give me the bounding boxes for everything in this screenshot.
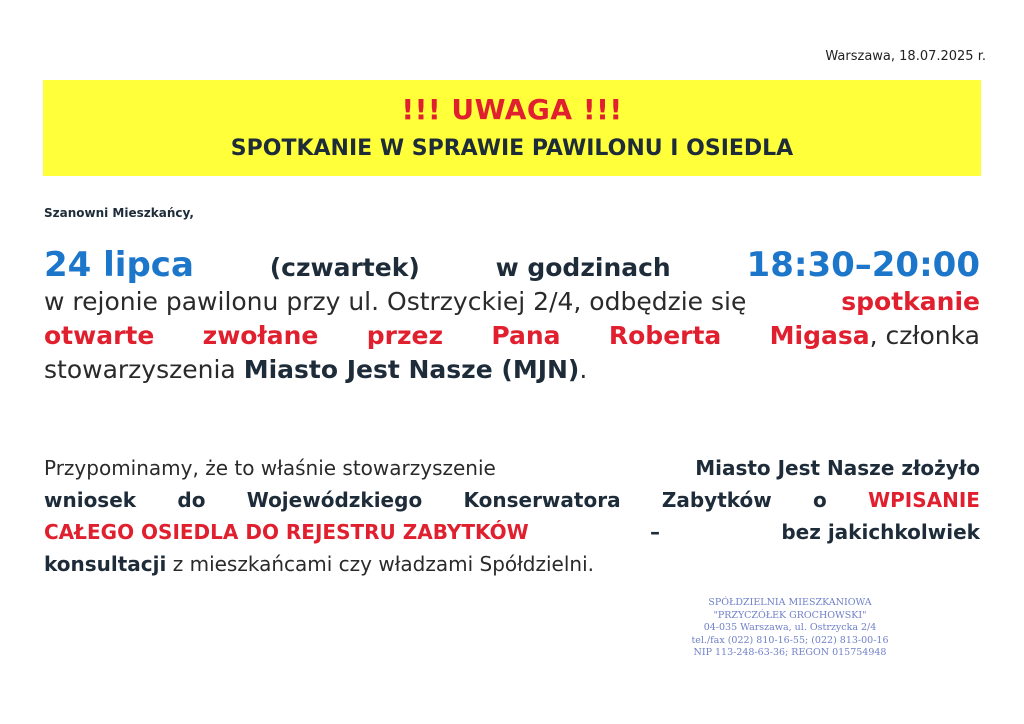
document-date: Warszawa, 18.07.2025 r.: [825, 49, 986, 64]
meeting-paragraph: [44, 245, 980, 387]
reminder-line-2: [44, 484, 980, 516]
reminder-word: wniosek: [44, 488, 137, 512]
reminder-word: Wojewódzkiego: [246, 488, 423, 512]
organizer-name-group: [770, 319, 980, 353]
reminder-without: bez jakichkolwiek: [781, 520, 980, 544]
stamp-line: NIP 113-248-63-36; REGON 015754948: [693, 647, 887, 658]
warning-banner: [43, 80, 981, 176]
reminder-line-3: [44, 516, 980, 548]
cooperative-stamp: [690, 597, 890, 660]
reminder-word: o: [813, 488, 827, 512]
reminder-red-registry: CAŁEGO OSIEDLA DO REJESTRU ZABYTKÓW: [44, 520, 529, 544]
stamp-line: SPÓŁDZIELNIA MIESZKANIOWA: [708, 597, 872, 608]
meeting-date: 24 lipca: [44, 245, 194, 285]
organization-name: Miasto Jest Nasze (MJN): [243, 355, 580, 384]
organizer-word: otwarte: [44, 321, 155, 350]
organizer-word: Pana: [491, 321, 561, 350]
reminder-org: Miasto Jest Nasze złożyło: [695, 456, 980, 480]
reminder-word: Konserwatora: [463, 488, 621, 512]
organizer-word: Migasa: [769, 321, 870, 350]
reminder-line-4: [44, 548, 980, 580]
reminder-closing: z mieszkańcami czy władzami Spółdzielni.: [172, 552, 595, 576]
reminder-line-1: [44, 452, 980, 484]
meeting-time: 18:30–20:00: [746, 245, 980, 285]
organization-prefix: stowarzyszenia: [44, 355, 236, 384]
stamp-line: 04-035 Warszawa, ul. Ostrzycka 2/4: [703, 622, 877, 633]
organizer-word: przez: [366, 321, 444, 350]
organization-suffix: .: [579, 355, 588, 384]
reminder-word: Zabytków: [661, 488, 772, 512]
reminder-consultations: konsultacji: [44, 552, 167, 576]
organizer-word: Roberta: [608, 321, 722, 350]
meeting-weekday: (czwartek): [269, 253, 420, 282]
meeting-location-text: w rejonie pawilonu przy ul. Ostrzyckiej 2/4, odbędzie się: [44, 287, 747, 316]
reminder-dash: –: [649, 520, 660, 544]
banner-title: !!! UWAGA !!!: [401, 93, 623, 126]
meeting-date-line: [44, 245, 980, 285]
banner-subtitle: SPOTKANIE W SPRAWIE PAWILONU I OSIEDLA: [230, 136, 794, 161]
greeting: Szanowni Mieszkańcy,: [44, 206, 194, 220]
meeting-location-line: [44, 285, 980, 319]
stamp-line: tel./fax (022) 810-16-55; (022) 813-00-16: [691, 634, 889, 646]
meeting-hours-label: w godzinach: [495, 253, 671, 282]
reminder-text: Przypominamy, że to właśnie stowarzyszenie: [44, 456, 496, 480]
meeting-spotkanie: spotkanie: [841, 287, 980, 316]
organizer-word: zwołane: [202, 321, 319, 350]
organizer-tail: , członka: [869, 321, 980, 350]
reminder-red-wpisanie: WPISANIE: [868, 488, 980, 512]
stamp-line: "PRZYCZÓŁEK GROCHOWSKI": [713, 609, 867, 621]
reminder-word: do: [177, 488, 206, 512]
reminder-paragraph: [44, 452, 980, 580]
meeting-organization-line: [44, 353, 980, 387]
meeting-organizer-line: [44, 319, 980, 353]
